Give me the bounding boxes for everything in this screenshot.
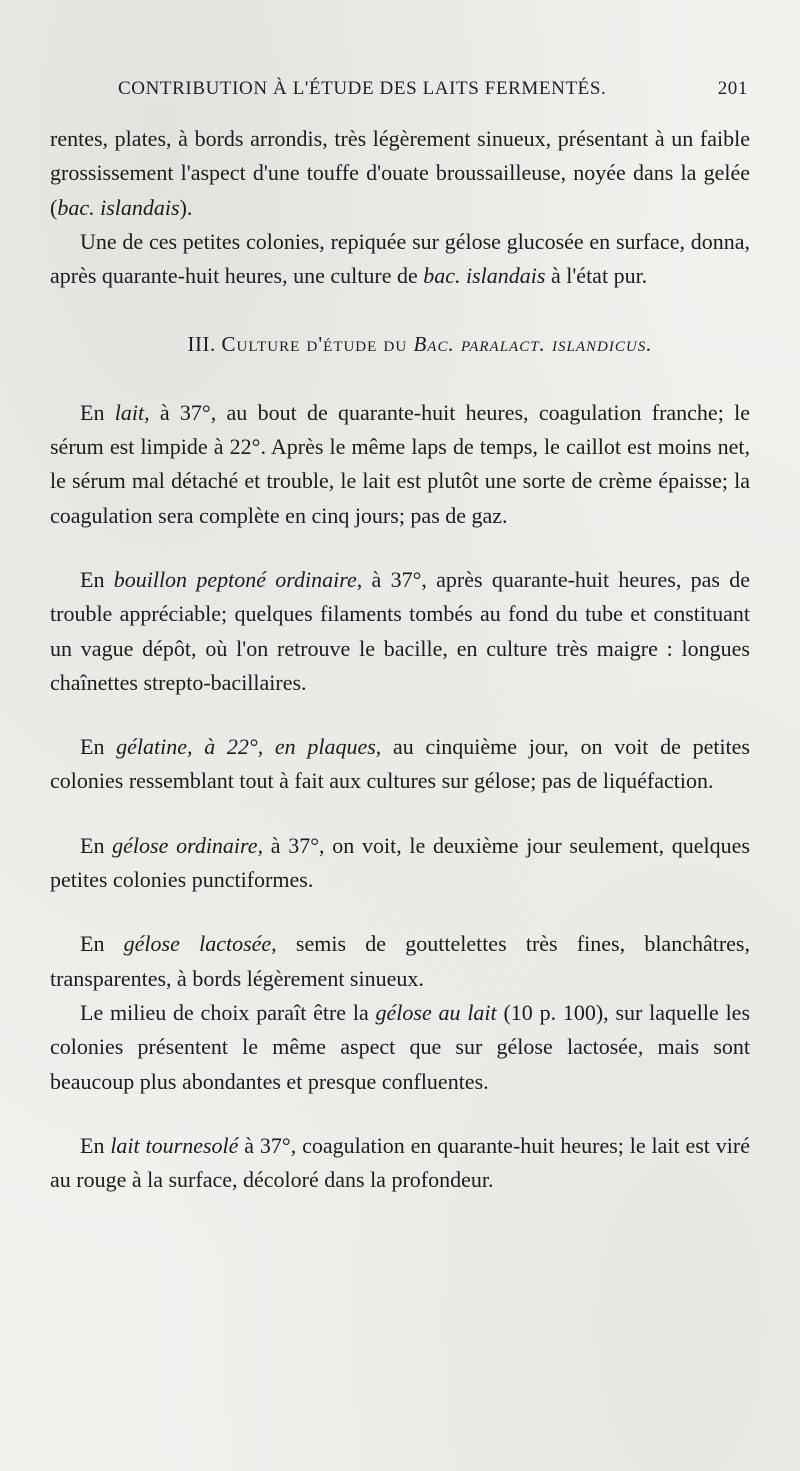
running-title: CONTRIBUTION À L'ÉTUDE DES LAITS FERMENTÉS. (118, 78, 607, 99)
italic-term: bac. islandais (57, 194, 180, 220)
paragraph-bouillon: En bouillon peptoné ordinaire, à 37°, après quarante-huit heures, pas de trouble appréciable; quelques filaments tombés au fond du tube et constituant un vague dépôt, où l'on retrouve le bacille, en culture très maigre : longues chaînettes strepto-bacillaires. (50, 566, 750, 695)
italic-term: lait, (114, 399, 150, 425)
section-heading (50, 327, 750, 361)
paragraph-gelatine: En gélatine, à 22°, en plaques, au cinquième jour, on voit de petites colonies ressemblant tout à fait aux cultures sur gélose; pas de liquéfaction. (50, 734, 750, 794)
section-number: III. (187, 332, 222, 357)
paragraph-lait-tournesole: En lait tournesolé à 37°, coagulation en quarante-huit heures; le lait est viré au rouge à la surface, décoloré dans la profondeur. (50, 1132, 750, 1193)
page-header (118, 78, 748, 108)
paragraph-subculture: Une de ces petites colonies, repiquée sur gélose glucosée en surface, donna, après quarante-huit heures, une culture de bac. islandais à l'état pur. (50, 228, 750, 289)
paragraph-milieu-de-choix: Le milieu de choix paraît être la gélose au lait (10 p. 100), sur laquelle les colonies présentent le même aspect que sur gélose lactosée, mais sont beaucoup plus abondantes et presque confluentes. (50, 999, 751, 1094)
italic-term: gélose ordinaire, (112, 832, 264, 858)
italic-term: gélatine, à 22°, en plaques, (116, 734, 382, 760)
italic-term: bac. islandais (423, 263, 546, 289)
italic-term: lait tournesolé (110, 1132, 239, 1158)
italic-term: bouillon peptoné ordinaire, (113, 566, 363, 592)
page-number: 201 (717, 78, 748, 99)
body-text (50, 122, 750, 1197)
section-title-species: Bac. paralact. islandicus. (413, 332, 653, 357)
italic-term: gélose au lait (375, 999, 497, 1025)
paragraph-gelose-lactosee: En gélose lactosée, semis de gouttelettes très fines, blanchâtres, transparentes, à bords légèrement sinueux. (50, 931, 750, 991)
paragraph-lait: En lait, à 37°, au bout de quarante-huit heures, coagulation franche; le sérum est limpide à 22°. Après le même laps de temps, le caillot est moins net, le sérum mal détaché et trouble, le lait est plutôt une sorte de crème épaisse; la coagulation sera complète en cinq jours; pas de gaz. (50, 399, 750, 528)
section-title: Culture d'étude du (221, 332, 414, 357)
paragraph-continuation: rentes, plates, à bords arrondis, très légèrement sinueux, présentant à un faible grossissement l'aspect d'une touffe d'ouate broussailleuse, noyée dans la gelée (bac. islandais). (50, 126, 750, 220)
paragraph-gelose-ordinaire: En gélose ordinaire, à 37°, on voit, le deuxième jour seulement, quelques petites colonies punctiformes. (50, 832, 750, 893)
italic-term: gélose lactosée, (123, 931, 277, 957)
